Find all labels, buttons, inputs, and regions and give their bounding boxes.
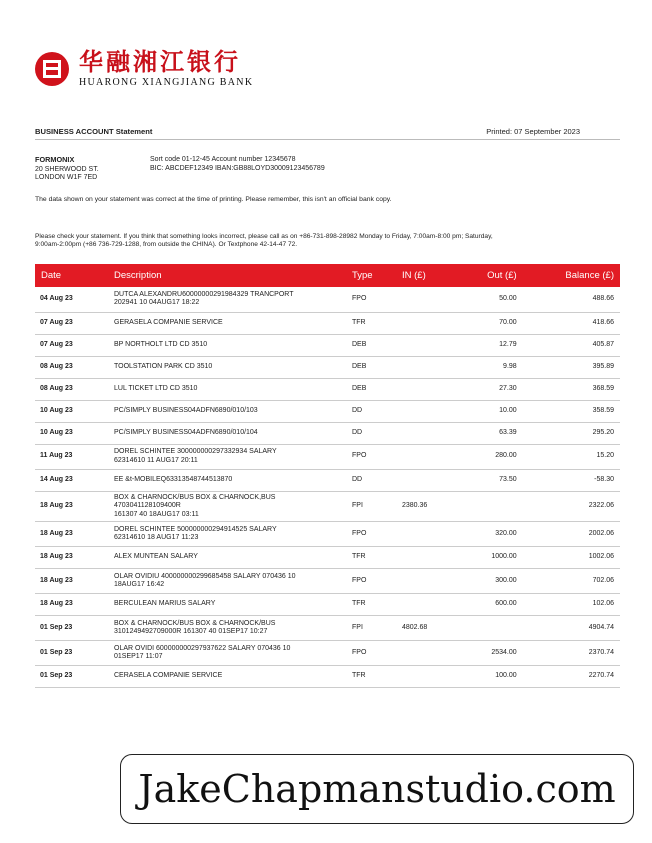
row-out bbox=[456, 491, 523, 522]
row-balance: 395.89 bbox=[523, 356, 620, 378]
data-notice: The data shown on your statement was correct at the time of printing. Please remember, this isn't an official bank copy. bbox=[35, 196, 392, 203]
row-out: 100.00 bbox=[456, 666, 523, 688]
row-out: 12.79 bbox=[456, 334, 523, 356]
bic-iban-line: BIC: ABCDEF12349 IBAN:GB88LOYD30009123456789 bbox=[150, 164, 325, 172]
row-out: 600.00 bbox=[456, 594, 523, 616]
table-row bbox=[35, 444, 620, 469]
watermark-stamp bbox=[120, 754, 634, 824]
row-description bbox=[108, 491, 346, 522]
row-balance: 358.59 bbox=[523, 400, 620, 422]
row-balance: 2270.74 bbox=[523, 666, 620, 688]
row-type: DEB bbox=[346, 334, 396, 356]
row-description bbox=[108, 569, 346, 594]
row-type: FPO bbox=[346, 444, 396, 469]
row-in bbox=[396, 378, 456, 400]
row-description-line-1: TOOLSTATION PARK CD 3510 bbox=[114, 362, 213, 370]
row-balance: 2370.74 bbox=[523, 641, 620, 666]
row-out: 2534.00 bbox=[456, 641, 523, 666]
row-out: 9.98 bbox=[456, 356, 523, 378]
row-balance: 405.87 bbox=[523, 334, 620, 356]
bank-logo bbox=[35, 49, 253, 88]
row-description-line-2: 202941 10 04AUG17 18:22 bbox=[114, 299, 200, 307]
row-description-line-1: ALEX MUNTEAN SALARY bbox=[114, 553, 198, 561]
row-type: FPO bbox=[346, 641, 396, 666]
row-balance: 488.66 bbox=[523, 287, 620, 312]
row-type: FPO bbox=[346, 569, 396, 594]
row-date: 07 Aug 23 bbox=[35, 312, 108, 334]
table-row bbox=[35, 491, 620, 522]
row-description-line-2: 3101249492709000R 161307 40 01SEP17 10:27 bbox=[114, 628, 268, 635]
row-date: 08 Aug 23 bbox=[35, 378, 108, 400]
row-out: 63.39 bbox=[456, 422, 523, 444]
row-description bbox=[108, 616, 346, 641]
table-row bbox=[35, 616, 620, 641]
row-date: 04 Aug 23 bbox=[35, 287, 108, 312]
col-date: Date bbox=[35, 264, 108, 287]
table-row bbox=[35, 378, 620, 400]
table-row bbox=[35, 522, 620, 547]
row-in bbox=[396, 666, 456, 688]
row-date: 18 Aug 23 bbox=[35, 594, 108, 616]
row-in bbox=[396, 400, 456, 422]
row-balance: 2322.06 bbox=[523, 491, 620, 522]
address-line-2: LONDON W1F 7ED bbox=[35, 174, 98, 181]
table-header-row bbox=[35, 264, 620, 287]
table-row bbox=[35, 312, 620, 334]
row-description-line-1: BP NORTHOLT LTD CD 3510 bbox=[114, 340, 208, 348]
row-out: 1000.00 bbox=[456, 547, 523, 569]
row-balance: 2002.06 bbox=[523, 522, 620, 547]
row-out: 73.50 bbox=[456, 469, 523, 491]
row-description bbox=[108, 444, 346, 469]
row-date: 01 Sep 23 bbox=[35, 641, 108, 666]
row-in: 2380.36 bbox=[396, 491, 456, 522]
col-type: Type bbox=[346, 264, 396, 287]
contact-notice: Please check your statement. If you think that something looks incorrect, please call as on +86-731-898-28982 Monday to Friday, 7:00am-8:00 pm; Saturday, 9:00am-2:00pm (+86 736-729-1288, from outside the CHINA). Or Textphone 42-14-47 72. bbox=[35, 233, 493, 249]
table-row bbox=[35, 547, 620, 569]
account-codes bbox=[150, 156, 325, 173]
statement-header bbox=[35, 127, 620, 136]
row-date: 18 Aug 23 bbox=[35, 522, 108, 547]
row-description bbox=[108, 287, 346, 312]
row-balance: 15.20 bbox=[523, 444, 620, 469]
row-in bbox=[396, 334, 456, 356]
row-date: 08 Aug 23 bbox=[35, 356, 108, 378]
row-description-line-2: 01SEP17 11:07 bbox=[114, 653, 163, 660]
row-description bbox=[108, 400, 346, 422]
row-description bbox=[108, 422, 346, 444]
row-description-line-1: DOREL SCHINTEE 300000000297332934 SALARY bbox=[114, 448, 277, 455]
row-description-line-1: PC/SIMPLY BUSINESS04ADFN6890/010/103 bbox=[114, 406, 258, 414]
row-type: FPI bbox=[346, 491, 396, 522]
row-in bbox=[396, 594, 456, 616]
row-type: TFR bbox=[346, 666, 396, 688]
statement-title: BUSINESS ACCOUNT Statement bbox=[35, 127, 153, 136]
row-in bbox=[396, 547, 456, 569]
row-type: DD bbox=[346, 400, 396, 422]
row-date: 18 Aug 23 bbox=[35, 491, 108, 522]
row-out: 70.00 bbox=[456, 312, 523, 334]
row-in bbox=[396, 287, 456, 312]
row-description bbox=[108, 666, 346, 688]
row-out: 280.00 bbox=[456, 444, 523, 469]
row-description-line-1: OLAR OVIDI 600000000297937622 SALARY 070436 10 bbox=[114, 644, 291, 652]
row-description bbox=[108, 378, 346, 400]
row-date: 18 Aug 23 bbox=[35, 569, 108, 594]
row-description bbox=[108, 356, 346, 378]
row-in bbox=[396, 444, 456, 469]
table-row bbox=[35, 469, 620, 491]
row-date: 01 Sep 23 bbox=[35, 666, 108, 688]
row-in bbox=[396, 469, 456, 491]
col-balance: Balance (£) bbox=[523, 264, 620, 287]
row-description-line-1: BERCULEAN MARIUS SALARY bbox=[114, 600, 216, 608]
row-description-line-1: CERASELA COMPANIE SERVICE bbox=[114, 672, 223, 680]
row-description bbox=[108, 312, 346, 334]
row-description-line-1: EE &t-MOBILEQ63313548744513870 bbox=[114, 475, 233, 483]
row-description-line-2: 161307 40 18AUG17 03:11 bbox=[114, 510, 199, 518]
row-description bbox=[108, 547, 346, 569]
row-balance: 295.20 bbox=[523, 422, 620, 444]
row-in bbox=[396, 312, 456, 334]
row-out: 320.00 bbox=[456, 522, 523, 547]
row-balance: -58.30 bbox=[523, 469, 620, 491]
table-row bbox=[35, 400, 620, 422]
row-in bbox=[396, 641, 456, 666]
row-out bbox=[456, 616, 523, 641]
row-type: DD bbox=[346, 469, 396, 491]
row-description-line-1: BOX & CHARNOCK/BUS BOX & CHARNOCK/BUS bbox=[114, 619, 276, 627]
table-row bbox=[35, 569, 620, 594]
row-type: TFR bbox=[346, 594, 396, 616]
row-in bbox=[396, 522, 456, 547]
row-balance: 702.06 bbox=[523, 569, 620, 594]
row-description-line-2: 62314610 11 AUG17 20:11 bbox=[114, 456, 198, 464]
row-in bbox=[396, 422, 456, 444]
bank-name-english: HUARONG XIANGJIANG BANK bbox=[79, 77, 254, 88]
table-row bbox=[35, 334, 620, 356]
table-row bbox=[35, 356, 620, 378]
row-description bbox=[108, 469, 346, 491]
row-description-line-1: PC/SIMPLY BUSINESS04ADFN6890/010/104 bbox=[114, 428, 258, 436]
row-description-line-2: 62314610 18 AUG17 11:23 bbox=[114, 534, 199, 541]
account-name: FORMONIX bbox=[35, 155, 75, 164]
row-balance: 102.06 bbox=[523, 594, 620, 616]
row-in: 4802.68 bbox=[396, 616, 456, 641]
row-date: 11 Aug 23 bbox=[35, 444, 108, 469]
row-type: FPO bbox=[346, 522, 396, 547]
row-type: DEB bbox=[346, 378, 396, 400]
table-row bbox=[35, 666, 620, 688]
row-description bbox=[108, 522, 346, 547]
row-out: 27.30 bbox=[456, 378, 523, 400]
watermark-text: JakeChapmanstudio.com bbox=[138, 767, 616, 811]
bank-name-chinese: 华融湘江银行 bbox=[79, 48, 241, 76]
row-balance: 1002.06 bbox=[523, 547, 620, 569]
row-balance: 368.59 bbox=[523, 378, 620, 400]
row-type: DD bbox=[346, 422, 396, 444]
row-description bbox=[108, 641, 346, 666]
row-in bbox=[396, 356, 456, 378]
row-description-line-1: DOREL SCHINTEE 500000000294914525 SALARY bbox=[114, 525, 277, 533]
row-balance: 4904.74 bbox=[523, 616, 620, 641]
col-in: IN (£) bbox=[396, 264, 456, 287]
row-date: 01 Sep 23 bbox=[35, 616, 108, 641]
bank-logo-icon bbox=[35, 52, 69, 86]
row-type: TFR bbox=[346, 547, 396, 569]
row-description bbox=[108, 594, 346, 616]
row-type: FPI bbox=[346, 616, 396, 641]
row-date: 10 Aug 23 bbox=[35, 400, 108, 422]
row-type: FPO bbox=[346, 287, 396, 312]
row-balance: 418.66 bbox=[523, 312, 620, 334]
table-row bbox=[35, 641, 620, 666]
transactions-table bbox=[35, 264, 620, 688]
sort-code-line: Sort code 01-12-45 Account number 12345678 bbox=[150, 156, 296, 163]
row-description-line-2: 18AUG17 16:42 bbox=[114, 581, 165, 588]
row-description bbox=[108, 334, 346, 356]
col-out: Out (£) bbox=[456, 264, 523, 287]
row-description-line-1: DUTCA ALEXANDRU60000000291984329 TRANCPORT bbox=[114, 290, 294, 298]
table-row bbox=[35, 594, 620, 616]
table-row bbox=[35, 422, 620, 444]
col-description: Description bbox=[108, 264, 346, 287]
row-description-line-1: GERASELA COMPANIE SERVICE bbox=[114, 318, 223, 326]
row-description-line-1: OLAR OVIDIU 400000000299685458 SALARY 070436 10 bbox=[114, 572, 296, 580]
row-description-line-1: BOX & CHARNOCK/BUS BOX & CHARNOCK,BUS 4703041128109400R bbox=[114, 493, 276, 509]
table-row bbox=[35, 287, 620, 312]
row-date: 07 Aug 23 bbox=[35, 334, 108, 356]
address-line-1: 20 SHERWOOD ST. bbox=[35, 165, 99, 173]
header-divider bbox=[35, 139, 620, 140]
account-holder bbox=[35, 156, 99, 183]
row-date: 14 Aug 23 bbox=[35, 469, 108, 491]
row-out: 10.00 bbox=[456, 400, 523, 422]
row-type: DEB bbox=[346, 356, 396, 378]
row-date: 10 Aug 23 bbox=[35, 422, 108, 444]
row-in bbox=[396, 569, 456, 594]
row-description-line-1: LUL TICKET LTD CD 3510 bbox=[114, 384, 198, 392]
printed-date: Printed: 07 September 2023 bbox=[486, 127, 580, 136]
row-date: 18 Aug 23 bbox=[35, 547, 108, 569]
row-out: 50.00 bbox=[456, 287, 523, 312]
row-type: TFR bbox=[346, 312, 396, 334]
row-out: 300.00 bbox=[456, 569, 523, 594]
